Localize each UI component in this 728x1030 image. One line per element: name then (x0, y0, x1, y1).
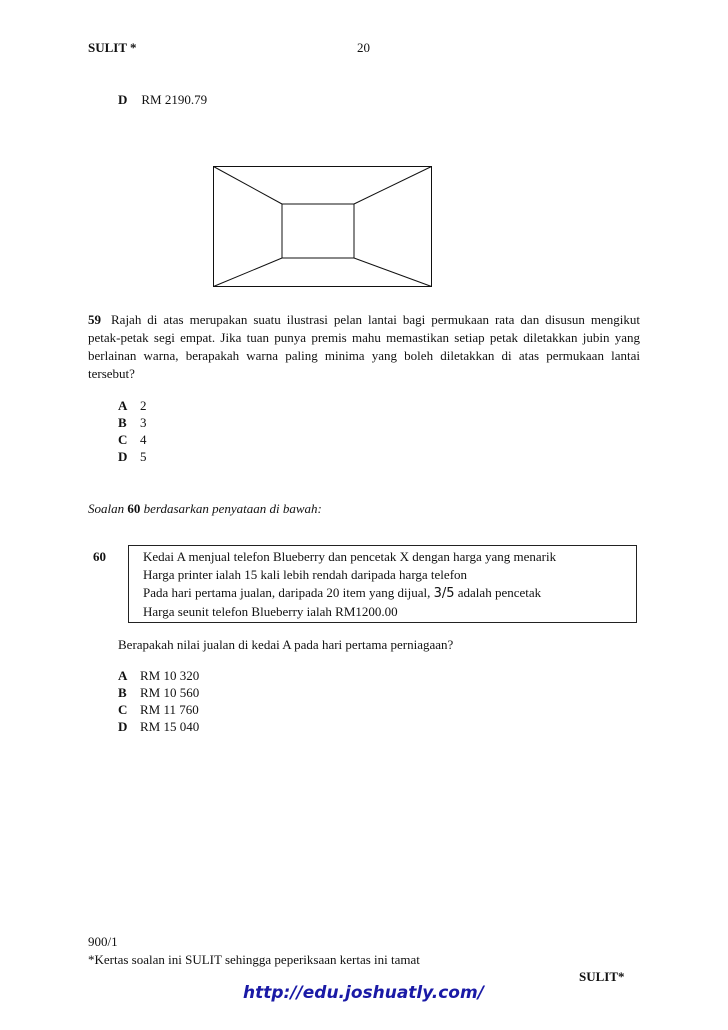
option-text: 4 (140, 432, 147, 447)
question-60-number: 60 (93, 549, 106, 564)
question-59 (88, 311, 640, 383)
option-text: 5 (140, 449, 147, 464)
diagonal-top-left (214, 167, 283, 205)
statement-line-3 (143, 584, 556, 603)
option-text: 3 (140, 415, 147, 430)
statement-line-3-prefix: Pada hari pertama jualan, daripada 20 item yang dijual, (143, 585, 431, 600)
option-d (118, 448, 147, 465)
option-c (118, 701, 199, 718)
intro-suffix: berdasarkan penyataan di bawah: (143, 501, 322, 516)
diagonal-bottom-left (214, 258, 283, 287)
option-text: RM 2190.79 (141, 92, 208, 107)
option-letter: D (118, 92, 128, 107)
statement-lines (143, 548, 556, 621)
option-letter: D (118, 449, 128, 464)
page-number: 20 (357, 40, 370, 55)
intro-prefix: Soalan (88, 501, 125, 516)
option-d (118, 718, 199, 735)
diagonal-bottom-right (354, 258, 432, 287)
option-letter: D (118, 719, 128, 734)
intro-number: 60 (127, 501, 141, 516)
question-number: 59 (88, 312, 101, 327)
option-text: 2 (140, 398, 147, 413)
option-c (118, 431, 147, 448)
option-letter: A (118, 668, 128, 683)
statement-line-3-suffix: adalah pencetak (457, 585, 542, 600)
statement-line-2: Harga printer ialah 15 kali lebih rendah daripada harga telefon (143, 567, 468, 582)
fraction: 3/5 (433, 586, 455, 601)
footer-sulit-label: SULIT* (579, 969, 625, 984)
paper-code: 900/1 (88, 934, 118, 949)
statement-line-1: Kedai A menjual telefon Blueberry dan pencetak X dengan harga yang menarik (143, 549, 557, 564)
question-60-text: Berapakah nilai jualan di kedai A pada hari pertama perniagaan? (118, 637, 454, 652)
footer-note: *Kertas soalan ini SULIT sehingga peperiksaan kertas ini tamat (88, 952, 420, 967)
option-text: RM 11 760 (140, 702, 199, 717)
previous-question-option-d (118, 92, 207, 108)
option-text: RM 15 040 (140, 719, 200, 734)
inner-rectangle (282, 204, 354, 258)
option-letter: C (118, 702, 128, 717)
source-url-link[interactable]: http://edu.joshuatly.com/ (243, 983, 484, 1003)
option-b (118, 414, 147, 431)
floor-plan-figure (213, 166, 432, 287)
header-sulit-label: SULIT * (88, 40, 137, 55)
option-letter: C (118, 432, 128, 447)
option-a (118, 667, 199, 684)
question-59-options (118, 397, 147, 465)
option-text: RM 10 560 (140, 685, 200, 700)
option-text: RM 10 320 (140, 668, 200, 683)
option-b (118, 684, 199, 701)
option-letter: B (118, 415, 127, 430)
question-text: Rajah di atas merupakan suatu ilustrasi pelan lantai bagi permukaan rata dan disusun mengikut petak-petak segi empat. Jika tuan punya premis mahu memastikan setiap petak diletakkan jubin yang berlainan warna, berapakah warna paling minima yang boleh diletakkan di atas permukaan lantai tersebut? (88, 312, 640, 381)
option-a (118, 397, 147, 414)
option-letter: A (118, 398, 128, 413)
question-60-intro (88, 501, 322, 517)
statement-line-4: Harga seunit telefon Blueberry ialah RM1200.00 (143, 604, 398, 619)
diagonal-top-right (354, 167, 432, 205)
option-letter: B (118, 685, 127, 700)
question-60-options (118, 667, 199, 735)
